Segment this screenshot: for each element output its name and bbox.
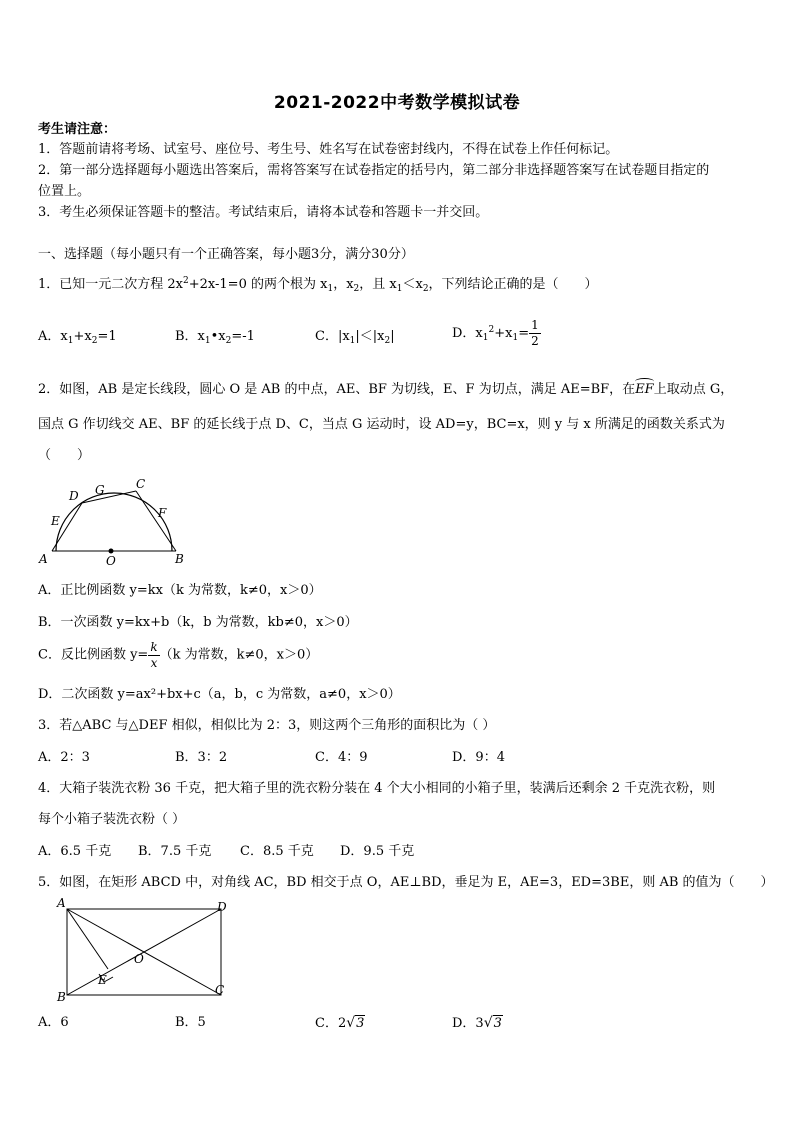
notice-line-3: 位置上。 — [38, 184, 91, 199]
center-point-o — [109, 549, 114, 554]
notice-line-2: 2．第一部分选择题每小题选出答案后，需将答案写在试卷指定的括号内，第二部分非选择题答案写在试卷题目指定的 — [38, 163, 710, 178]
label-a: A — [57, 897, 66, 910]
notice-line-4: 3．考生必须保证答题卡的整洁。考试结束后，请将本试卷和答题卡一并交回。 — [38, 205, 489, 220]
arc-ef: EF — [635, 381, 654, 399]
fraction-k-over-x: $\frac{k}{x}$ — [150, 640, 158, 670]
label-o: O — [134, 952, 144, 966]
label-d: D — [69, 489, 79, 503]
question-2-option-d: D．二次函数 y=ax²+bx+c（a，b，c 为常数，a≠0，x＞0） — [38, 687, 401, 702]
question-2-option-a: A．正比例函数 y=kx（k 为常数，k≠0，x＞0） — [38, 583, 322, 598]
label-e: E — [98, 973, 107, 987]
label-b: B — [57, 990, 66, 1003]
question-5-stem: 5．如图，在矩形 ABCD 中，对角线 AC，BD 相交于点 O，AE⊥BD，垂足为 E，AE=3，ED=3BE，则 AB 的值为（ ） — [38, 875, 774, 890]
notice-line-1: 1．答题前请将考场、试室号、座位号、考生号、姓名写在试卷密封线内，不得在试卷上作任何标记。 — [38, 142, 619, 157]
question-5-option-d: D．3√3 — [452, 1015, 502, 1031]
question-3-option-a: A．2：3 — [38, 750, 90, 765]
question-2-figure — [36, 474, 186, 566]
question-5-option-c: C．2√3 — [315, 1015, 365, 1031]
label-c: C — [136, 477, 146, 491]
label-g: G — [95, 483, 105, 497]
question-2-line-1: 2．如图，AB 是定长线段，圆心 O 是 AB 的中点，AE、BF 为切线，E、F 为切点，满足 AE=BF，在 EF上取动点 G， — [38, 381, 733, 399]
label-o: O — [106, 554, 116, 566]
perpendicular-ae — [67, 909, 108, 969]
question-3-option-d: D．9：4 — [452, 750, 505, 765]
notice-heading: 考生请注意： — [38, 122, 117, 137]
label-c: C — [215, 983, 225, 997]
page-title: 2021-2022中考数学模拟试卷 — [273, 93, 521, 113]
question-3-stem: 3．若△ABC 与△DEF 相似，相似比为 2：3，则这两个三角形的面积比为（ ） — [38, 718, 496, 733]
question-4-option-a: A．6.5 千克 — [38, 844, 112, 859]
question-2-line-3: （ ） — [38, 448, 91, 463]
question-1-option-b: B．$x_1•x_2=-1$ — [175, 329, 255, 346]
question-4-line-2: 每个小箱子装洗衣粉（ ） — [38, 812, 186, 827]
question-5-option-b: B．5 — [175, 1015, 206, 1030]
label-a: A — [39, 552, 48, 566]
question-4-option-c: C．8.5 千克 — [240, 844, 314, 859]
label-b: B — [175, 552, 184, 566]
question-3-option-b: B．3：2 — [175, 750, 228, 765]
label-e: E — [51, 514, 60, 528]
section-heading: 一、选择题（每小题只有一个正确答案，每小题3分，满分30分） — [38, 247, 414, 262]
fraction-one-half: $\frac{1}{2}$ — [531, 318, 539, 348]
question-2-line-2: 国点 G 作切线交 AE、BF 的延长线于点 D、C，当点 G 运动时，设 AD=y，BC=x，则 y 与 x 所满足的函数关系式为 — [38, 417, 725, 432]
question-1-stem: 1．已知一元二次方程 $2x^2+2x-1=0$ 的两个根为 $x_1$，$x_2$，且 $x_1<x_2$，下列结论正确的是（ ） — [38, 276, 598, 294]
label-f: F — [158, 506, 167, 520]
question-5-figure — [52, 897, 242, 1003]
question-5-option-a: A．6 — [38, 1015, 69, 1030]
line-cb — [136, 491, 176, 551]
question-1-option-c: C．$|x_1|<|x_2|$ — [315, 329, 395, 346]
question-2-option-c: C．反比例函数 y= $\frac{k}{x}$ （k 为常数，k≠0，x＞0） — [38, 640, 319, 670]
question-4-option-d: D．9.5 千克 — [340, 844, 415, 859]
question-1-option-a: A．$x_1+x_2=1$ — [38, 329, 117, 346]
question-3-option-c: C．4：9 — [315, 750, 368, 765]
label-d: D — [217, 900, 227, 914]
question-4-line-1: 4．大箱子装洗衣粉 36 千克，把大箱子里的洗衣粉分装在 4 个大小相同的小箱子里，装满后还剩余 2 千克洗衣粉，则 — [38, 781, 716, 796]
question-4-option-b: B．7.5 千克 — [138, 844, 212, 859]
question-2-option-b: B．一次函数 y=kx+b（k，b 为常数，kb≠0，x＞0） — [38, 615, 358, 630]
question-1-option-d: D．$x_1^2+x_1=$ $\frac{1}{2}$ — [452, 318, 539, 348]
